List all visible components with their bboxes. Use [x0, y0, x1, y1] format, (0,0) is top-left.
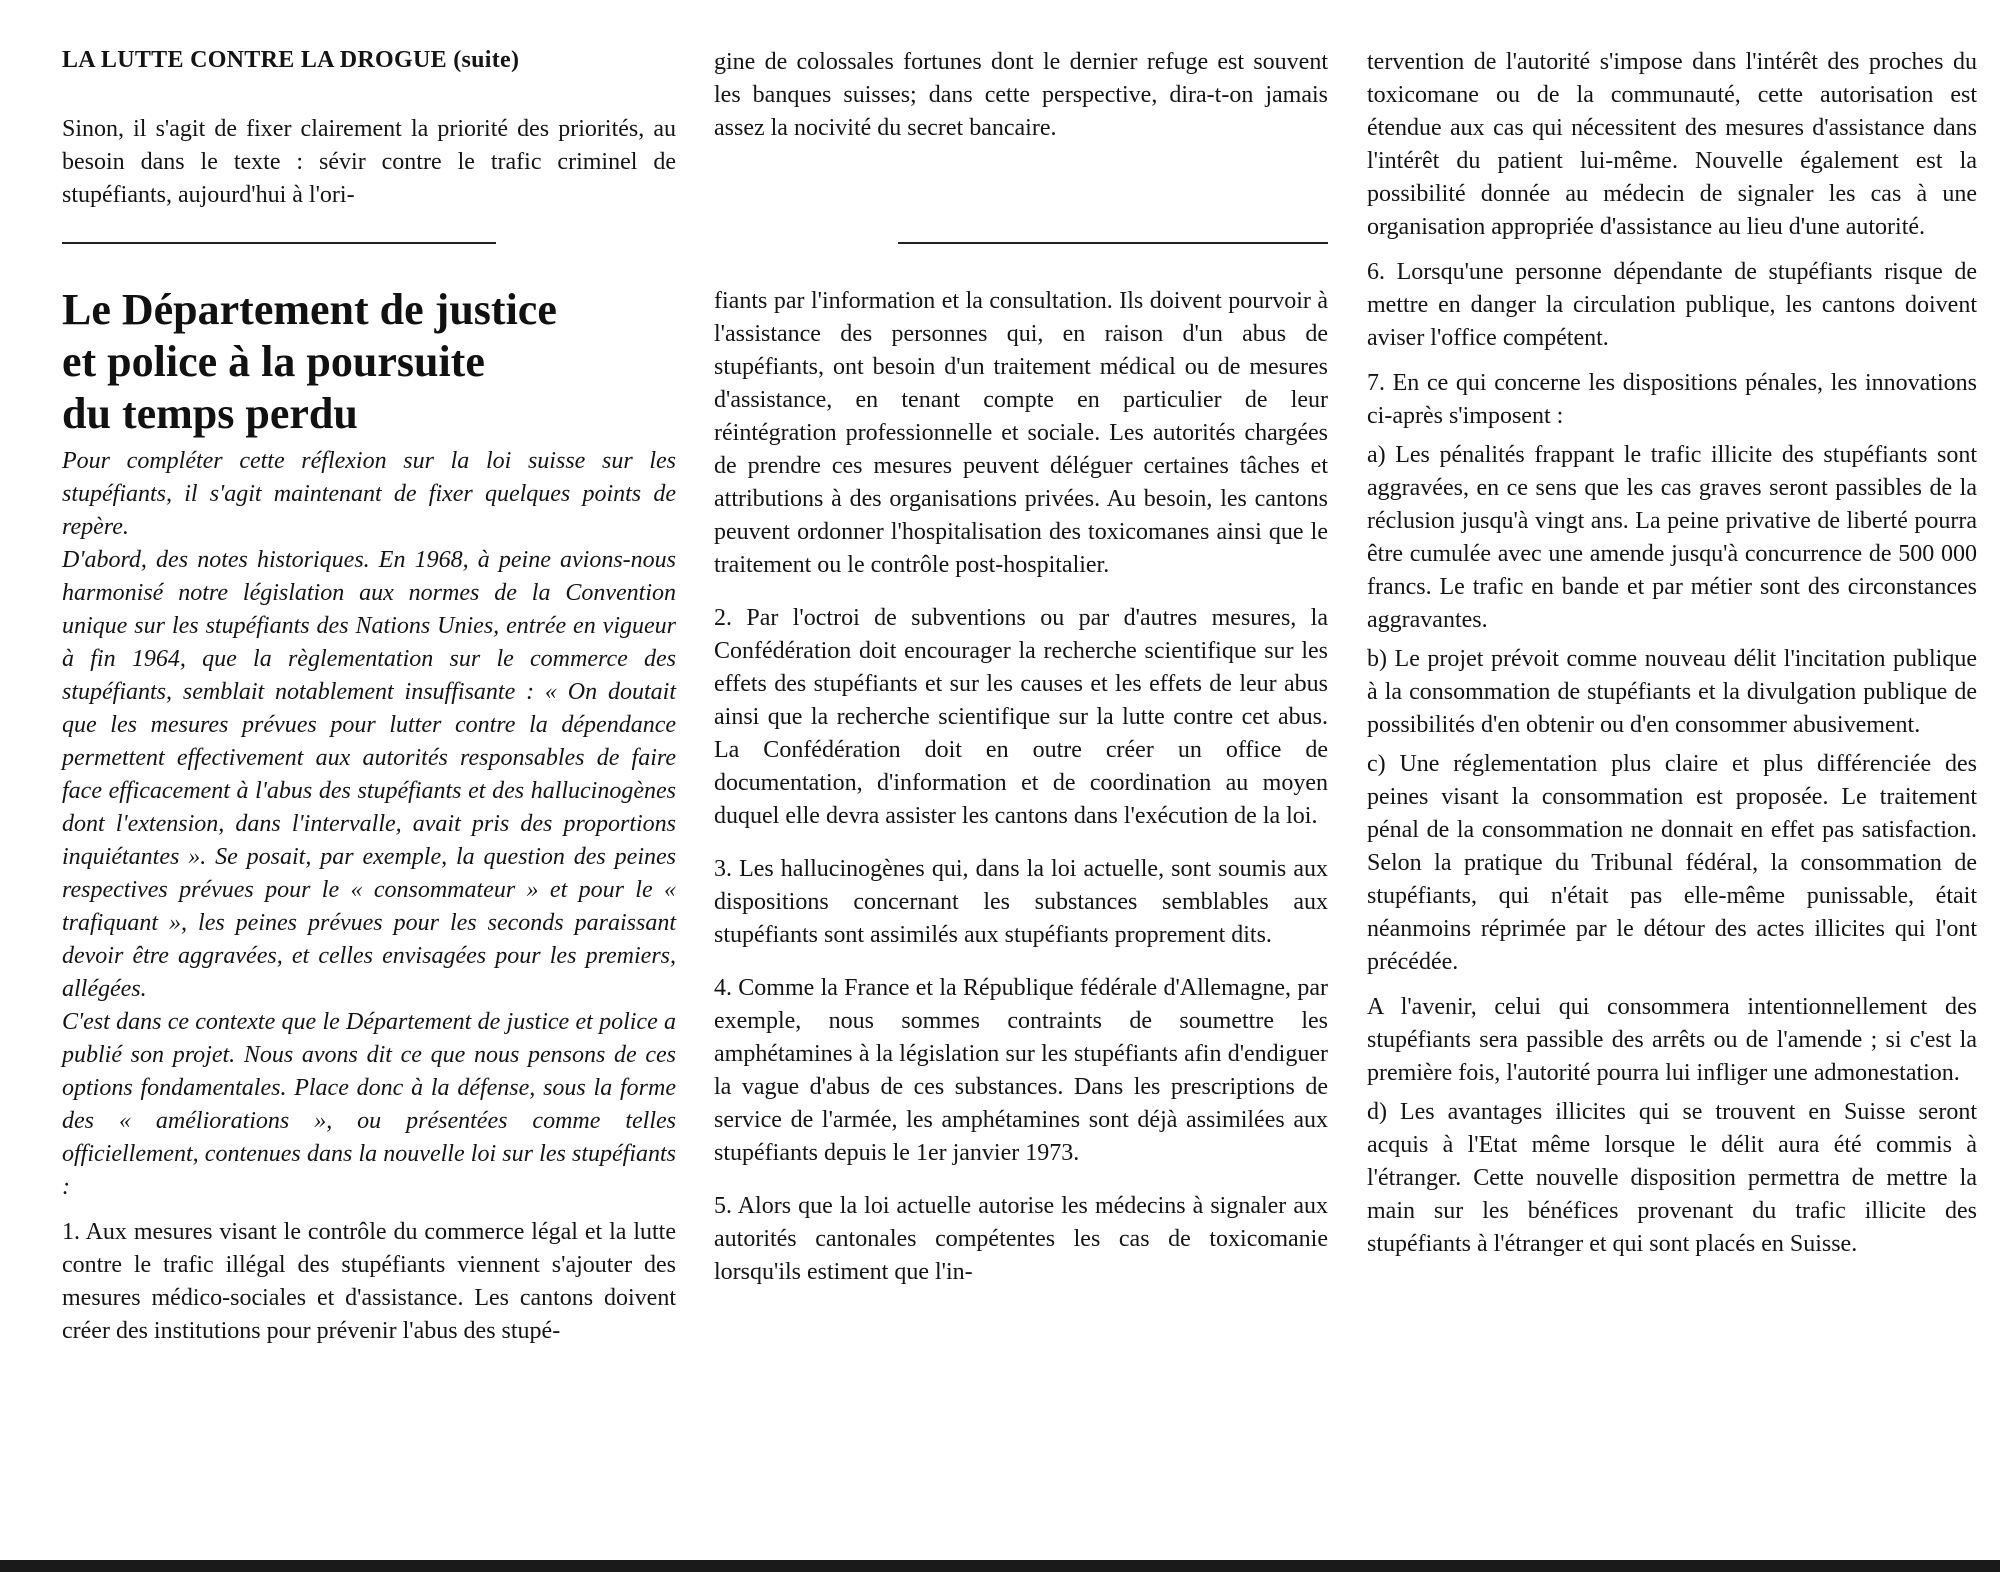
- paragraph-intro-continued: Sinon, il s'agit de fixer clairement la priorité des priorités, au besoin dans le texte : sévir contre le trafic criminel de stupéfiants, aujourd'hui à l'ori-: [62, 116, 676, 208]
- item-5: 5. Alors que la loi actuelle autorise les médecins à signaler aux autorités cantonales compétentes les cas de toxicomanie lorsqu'ils estiment que l'in-: [714, 1193, 1328, 1285]
- paragraph-bank-secrecy: gine de colossales fortunes dont le dernier refuge est souvent les banques suisses; dans cette perspective, dira-t-on jamais assez la nocivité du secret bancaire.: [714, 49, 1328, 141]
- item-7d: d) Les avantages illicites qui se trouvent en Suisse seront acquis à l'Etat même lorsque le délit aura été commis à l'étranger. Cette nouvelle disposition permettra de mettre la main sur les bénéfices provenant du trafic illicite des stupéfiants à l'étranger et qui sont placés en Suisse.: [1367, 1099, 1977, 1257]
- lead-paragraph-1: Pour compléter cette réflexion sur la loi suisse sur les stupéfiants, il s'agit maintenant de fixer quelques points de repère.: [62, 448, 676, 540]
- lead-paragraph-3: C'est dans ce contexte que le Département de justice et police a publié son projet. Nous avons dit ce que nous pensons de ces options fondamentales. Place donc à la défense, sous la forme des « améliorations », ou présentées comme telles officiellement, contenues dans la nouvelle loi sur les stupéfiants :: [62, 1009, 676, 1200]
- item-7a: a) Les pénalités frappant le trafic illicite des stupéfiants sont aggravées, en ce sens que les cas graves seront passibles de la réclusion jusqu'à vingt ans. La peine privative de liberté pourra être cumulée avec une amende jusqu'à concurrence de 500 000 francs. Le trafic en bande et par métier sont des circonstances aggravantes.: [1367, 442, 1977, 633]
- item-7c: c) Une réglementation plus claire et plus différenciée des peines visant la consommation est proposée. Le traitement pénal de la consommation ne donnait en effet pas satisfaction. Selon la pratique du Tribunal fédéral, la consommation de stupéfiants, qui n'était pas elle-même punissable, était néanmoins réprimée par le détour des actes illicites qui l'ont précédée.: [1367, 751, 1977, 975]
- column-3: [1367, 46, 1977, 1261]
- headline-line-3: du temps perdu: [62, 389, 358, 438]
- item-6: 6. Lorsqu'une personne dépendante de stupéfiants risque de mettre en danger la circulation publique, les cantons doivent aviser l'office compétent.: [1367, 259, 1977, 351]
- lead-paragraph-2: D'abord, des notes historiques. En 1968, à peine avions-nous harmonisé notre législation aux normes de la Convention unique sur les stupéfiants des Nations Unies, entrée en vigueur à fin 1964, que la règlementation sur le commerce des stupéfiants, semblait notablement insuffisante : « On doutait que les mesures prévues pour lutter contre la dépendance permettent effectivement aux autorités responsables de faire face efficacement à l'abus des stupéfiants et des hallucinogènes dont l'extension, dans l'intervalle, avait pris des proportions inquiétantes ». Se posait, par exemple, la question des peines respectives prévues pour le « consommateur » et pour le « trafiquant », les peines prévues pour les seconds paraissant devoir être aggravées, et celles envisagées pour les premiers, allégées.: [62, 547, 676, 1002]
- item-7: 7. En ce qui concerne les dispositions pénales, les innovations ci-après s'imposent :: [1367, 370, 1977, 429]
- item-1-continued: fiants par l'information et la consultation. Ils doivent pourvoir à l'assistance des personnes qui, en raison d'un abus de stupéfiants, ont besoin d'un traitement médical ou de mesures d'assistance, en tenant compte en particulier de leur réintégration professionnelle et sociale. Les autorités chargées de prendre ces mesures peuvent déléguer certaines tâches et attributions à des organisations privées. Au besoin, les cantons peuvent ordonner l'hospitalisation des toxicomanes ainsi que le traitement ou le contrôle post-hospitalier.: [714, 288, 1328, 578]
- headline-line-1: Le Département de justice: [62, 285, 557, 334]
- item-7b: b) Le projet prévoit comme nouveau délit l'incitation publique à la consommation de stupéfiants et la divulgation publique de possibilités d'en obtenir ou d'en consommer abusivement.: [1367, 646, 1977, 738]
- page-bottom-border: [0, 1560, 2000, 1572]
- item-3: 3. Les hallucinogènes qui, dans la loi actuelle, sont soumis aux dispositions concernant les substances semblables aux stupéfiants sont assimilés aux stupéfiants proprement dits.: [714, 856, 1328, 948]
- column-2-top: [714, 46, 1328, 145]
- column-1: [62, 445, 676, 1348]
- section-kicker: LA LUTTE CONTRE LA DROGUE (suite): [62, 47, 520, 73]
- separator-rule-middle: [898, 242, 1328, 244]
- item-1: 1. Aux mesures visant le contrôle du commerce légal et la lutte contre le trafic illégal des stupéfiants viennent s'ajouter des mesures médico-sociales et d'assistance. Les cantons doivent créer des institutions pour prévenir l'abus des stupé-: [62, 1219, 676, 1344]
- item-5-continued: tervention de l'autorité s'impose dans l'intérêt des proches du toxicomane ou de la communauté, cette autorisation est étendue aux cas qui nécessitent des mesures d'assistance dans l'intérêt du patient lui-même. Nouvelle également est la possibilité donnée au médecin de signaler les cas à une organisation appropriée d'assistance au lieu d'une autorité.: [1367, 49, 1977, 240]
- column-2: [714, 285, 1328, 1289]
- article-headline: [62, 284, 662, 440]
- item-2: 2. Par l'octroi de subventions ou par d'autres mesures, la Confédération doit encourager la recherche scientifique sur les effets des stupéfiants et sur les causes et les effets de leur abus ainsi que la recherche scientifique sur la lutte contre cet abus. La Confédération doit en outre créer un office de documentation, d'information et de coordination au moyen duquel elle devra assister les cantons dans l'exécution de la loi.: [714, 605, 1328, 829]
- column-1-top: [62, 113, 676, 212]
- separator-rule-left: [62, 242, 496, 244]
- headline-line-2: et police à la poursuite: [62, 337, 485, 386]
- item-7c-continued: A l'avenir, celui qui consommera intentionnellement des stupéfiants sera passible des arrêts ou de l'amende ; si c'est la première fois, l'autorité pourra lui infliger une admonestation.: [1367, 994, 1977, 1086]
- item-4: 4. Comme la France et la République fédérale d'Allemagne, par exemple, nous sommes contraints de soumettre les amphétamines à la législation sur les stupéfiants afin d'endiguer la vague d'abus de ces substances. Dans les prescriptions de service de l'armée, les amphétamines sont déjà assimilées aux stupéfiants depuis le 1er janvier 1973.: [714, 975, 1328, 1166]
